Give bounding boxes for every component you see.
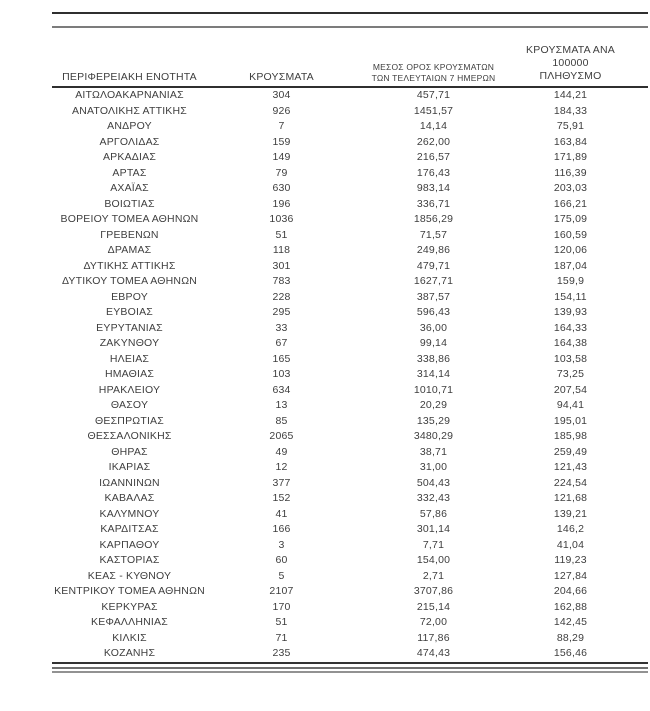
cell-per100k: 164,33 xyxy=(553,321,588,334)
cell-cases: 2065 xyxy=(269,430,294,442)
cell-cases: 103 xyxy=(272,368,291,380)
cell-cases: 67 xyxy=(275,337,288,349)
cell-per100k: 103,58 xyxy=(553,352,588,365)
cell-region: ΑΝΑΤΟΛΙΚΗΣ ΑΤΤΙΚΗΣ xyxy=(71,104,187,117)
cell-per100k: 164,38 xyxy=(553,337,588,349)
table-row xyxy=(52,414,648,430)
table-row xyxy=(52,88,648,104)
table-row xyxy=(52,476,648,492)
cell-cases: 5 xyxy=(278,569,285,582)
table-row xyxy=(52,553,648,569)
cell-cases: 165 xyxy=(272,352,291,365)
cell-per100k: 156,46 xyxy=(553,647,588,659)
table-row xyxy=(52,150,648,166)
cell-region: ΚΕΦΑΛΛΗΝΙΑΣ xyxy=(91,616,168,628)
cell-per100k: 187,04 xyxy=(553,259,588,272)
cell-avg7: 135,29 xyxy=(416,414,451,427)
column-header-per100k xyxy=(511,44,648,83)
column-header-avg7 xyxy=(356,62,511,83)
cell-avg7: 332,43 xyxy=(416,492,451,504)
cell-avg7: 31,00 xyxy=(419,461,448,473)
cell-per100k: 159,9 xyxy=(556,275,585,287)
table-row xyxy=(52,522,648,538)
table-row xyxy=(52,460,648,476)
cell-region: ΘΑΣΟΥ xyxy=(110,399,149,411)
cell-per100k: 88,29 xyxy=(556,631,585,644)
table-row xyxy=(52,615,648,631)
cell-region: ΑΡΤΑΣ xyxy=(112,166,147,179)
cell-cases: 2107 xyxy=(269,585,294,597)
cell-per100k: 203,03 xyxy=(553,182,588,194)
cell-avg7: 1010,71 xyxy=(413,383,454,396)
cell-avg7: 7,71 xyxy=(422,538,445,551)
cell-avg7: 314,14 xyxy=(416,368,451,380)
cell-cases: 49 xyxy=(275,445,288,458)
cell-avg7: 336,71 xyxy=(416,197,451,210)
cell-per100k: 94,41 xyxy=(556,399,585,411)
cell-cases: 7 xyxy=(278,120,285,132)
cell-region: ΓΡΕΒΕΝΩΝ xyxy=(100,228,159,241)
table-row xyxy=(52,336,648,352)
cell-per100k: 184,33 xyxy=(553,104,588,117)
cell-region: ΔΥΤΙΚΟΥ ΤΟΜΕΑ ΑΘΗΝΩΝ xyxy=(61,275,198,287)
table-row xyxy=(52,290,648,306)
cell-region: ΘΕΣΠΡΩΤΙΑΣ xyxy=(95,414,164,427)
cell-region: ΙΩΑΝΝΙΝΩΝ xyxy=(99,476,160,489)
cell-region: ΕΥΡΥΤΑΝΙΑΣ xyxy=(96,321,163,334)
cell-per100k: 195,01 xyxy=(553,414,588,427)
table-row xyxy=(52,119,648,135)
cell-cases: 152 xyxy=(272,492,291,504)
cell-avg7: 983,14 xyxy=(416,182,451,194)
cell-region: ΔΥΤΙΚΗΣ ΑΤΤΙΚΗΣ xyxy=(83,259,176,272)
cell-cases: 926 xyxy=(272,104,291,117)
cell-region: ΒΟΡΕΙΟΥ ΤΟΜΕΑ ΑΘΗΝΩΝ xyxy=(60,213,199,225)
column-header-region: ΠΕΡΙΦΕΡΕΙΑΚΗ ΕΝΟΤΗΤΑ xyxy=(62,71,197,83)
cell-avg7: 3707,86 xyxy=(413,585,454,597)
cell-cases: 1036 xyxy=(269,213,294,225)
cell-avg7: 3480,29 xyxy=(413,430,454,442)
cell-region: ΖΑΚΥΝΘΟΥ xyxy=(99,337,160,349)
cell-cases: 630 xyxy=(272,182,291,194)
cell-per100k: 204,66 xyxy=(553,585,588,597)
table-row xyxy=(52,631,648,647)
table-row xyxy=(52,228,648,244)
cell-per100k: 259,49 xyxy=(553,445,588,458)
table-row xyxy=(52,383,648,399)
cell-region: ΗΡΑΚΛΕΙΟΥ xyxy=(98,383,161,396)
cell-avg7: 72,00 xyxy=(419,616,448,628)
cell-per100k: 41,04 xyxy=(556,538,585,551)
cell-region: ΚΑΡΠΑΘΟΥ xyxy=(99,538,160,551)
table-row xyxy=(52,538,648,554)
table-row xyxy=(52,274,648,290)
cell-region: ΑΡΚΑΔΙΑΣ xyxy=(102,151,157,163)
cell-avg7: 99,14 xyxy=(419,337,448,349)
cell-per100k: 139,93 xyxy=(553,306,588,318)
cell-avg7: 479,71 xyxy=(416,259,451,272)
cell-cases: 13 xyxy=(275,399,288,411)
cell-per100k: 142,45 xyxy=(553,616,588,628)
cell-cases: 85 xyxy=(275,414,288,427)
table-row xyxy=(52,569,648,585)
cell-per100k: 160,59 xyxy=(553,228,588,241)
table-row xyxy=(52,104,648,120)
cell-cases: 301 xyxy=(272,259,291,272)
cell-region: ΔΡΑΜΑΣ xyxy=(107,244,152,256)
divider-top-gray xyxy=(52,26,648,28)
table-row xyxy=(52,166,648,182)
cell-region: ΕΥΒΟΙΑΣ xyxy=(106,306,153,318)
cell-cases: 149 xyxy=(272,151,291,163)
cell-cases: 60 xyxy=(275,554,288,566)
cell-per100k: 119,23 xyxy=(554,554,587,566)
cell-avg7: 154,00 xyxy=(416,554,451,566)
cell-region: ΘΕΣΣΑΛΟΝΙΚΗΣ xyxy=(87,430,172,442)
cell-per100k: 154,11 xyxy=(554,290,587,303)
table-row xyxy=(52,646,648,662)
column-header-per100k-line2: ΠΛΗΘΥΣΜΟ xyxy=(539,70,602,82)
cell-region: ΑΡΓΟΛΙΔΑΣ xyxy=(99,135,160,148)
cell-region: ΕΒΡΟΥ xyxy=(111,290,148,303)
cell-cases: 118 xyxy=(272,244,291,256)
cell-per100k: 144,21 xyxy=(553,89,588,101)
column-header-cases: ΚΡΟΥΣΜΑΤΑ xyxy=(249,71,314,83)
cell-region: ΑΧΑΪΑΣ xyxy=(110,182,149,194)
table-row xyxy=(52,584,648,600)
cell-region: ΚΑΛΥΜΝΟΥ xyxy=(99,507,160,520)
column-header-per100k-line1: ΚΡΟΥΣΜΑΤΑ ΑΝΑ 100000 xyxy=(526,44,615,69)
cell-cases: 12 xyxy=(275,461,288,473)
cell-per100k: 185,98 xyxy=(553,430,588,442)
table-row xyxy=(52,305,648,321)
cell-per100k: 121,43 xyxy=(553,461,588,473)
cell-region: ΗΛΕΙΑΣ xyxy=(109,352,150,365)
table-row xyxy=(52,367,648,383)
cell-cases: 196 xyxy=(272,197,291,210)
divider-bottom-double xyxy=(52,667,648,673)
cell-avg7: 249,86 xyxy=(416,244,451,256)
cell-region: ΒΟΙΩΤΙΑΣ xyxy=(104,197,155,210)
cell-avg7: 2,71 xyxy=(422,569,445,582)
cell-region: ΑΝΔΡΟΥ xyxy=(107,120,152,132)
cell-per100k: 166,21 xyxy=(553,197,588,210)
table-row xyxy=(52,212,648,228)
cell-cases: 41 xyxy=(275,507,288,520)
cell-avg7: 262,00 xyxy=(416,135,451,148)
table-row xyxy=(52,135,648,151)
cell-avg7: 301,14 xyxy=(416,523,451,535)
cell-cases: 3 xyxy=(278,538,285,551)
cell-cases: 228 xyxy=(272,290,291,303)
table-row xyxy=(52,507,648,523)
cell-per100k: 73,25 xyxy=(556,368,585,380)
cell-avg7: 36,00 xyxy=(419,321,448,334)
cell-per100k: 75,91 xyxy=(556,120,585,132)
cell-avg7: 1856,29 xyxy=(413,213,454,225)
cell-cases: 170 xyxy=(272,600,291,613)
cell-region: ΚΕΑΣ - ΚΥΘΝΟΥ xyxy=(87,569,172,582)
cell-cases: 235 xyxy=(272,647,291,659)
cell-avg7: 57,86 xyxy=(419,507,448,520)
table-row xyxy=(52,197,648,213)
cell-cases: 295 xyxy=(272,306,291,318)
cell-cases: 783 xyxy=(272,275,291,287)
table-body xyxy=(52,88,648,664)
cell-cases: 33 xyxy=(275,321,288,334)
cell-avg7: 338,86 xyxy=(416,352,451,365)
cell-region: ΚΑΒΑΛΑΣ xyxy=(104,492,155,504)
cell-cases: 79 xyxy=(275,166,288,179)
cell-region: ΚΟΖΑΝΗΣ xyxy=(103,647,156,659)
cell-region: ΑΙΤΩΛΟΑΚΑΡΝΑΝΙΑΣ xyxy=(75,89,184,101)
cell-avg7: 71,57 xyxy=(419,228,448,241)
divider-top-dark xyxy=(52,12,648,14)
cell-region: ΚΙΛΚΙΣ xyxy=(112,631,147,644)
cell-per100k: 127,84 xyxy=(553,569,588,582)
table-row xyxy=(52,445,648,461)
cell-avg7: 38,71 xyxy=(419,445,448,458)
cell-per100k: 224,54 xyxy=(553,476,588,489)
regional-cases-table xyxy=(52,44,648,664)
cell-cases: 304 xyxy=(272,89,291,101)
cell-avg7: 1627,71 xyxy=(413,275,454,287)
cell-cases: 377 xyxy=(272,476,291,489)
cell-per100k: 162,88 xyxy=(553,600,588,613)
cell-avg7: 474,43 xyxy=(416,647,451,659)
cell-region: ΘΗΡΑΣ xyxy=(111,445,148,458)
column-header-avg7-line1: ΜΕΣΟΣ ΟΡΟΣ ΚΡΟΥΣΜΑΤΩΝ xyxy=(372,62,495,72)
cell-region: ΙΚΑΡΙΑΣ xyxy=(108,461,151,473)
table-header-row xyxy=(52,44,648,88)
cell-per100k: 207,54 xyxy=(553,383,588,396)
cell-per100k: 116,39 xyxy=(554,166,587,179)
cell-avg7: 457,71 xyxy=(416,89,451,101)
cell-region: ΗΜΑΘΙΑΣ xyxy=(104,368,155,380)
cell-avg7: 387,57 xyxy=(416,290,451,303)
cell-per100k: 163,84 xyxy=(553,135,588,148)
cell-cases: 634 xyxy=(272,383,291,396)
table-row xyxy=(52,181,648,197)
cell-avg7: 176,43 xyxy=(416,166,451,179)
cell-region: ΚΑΡΔΙΤΣΑΣ xyxy=(100,523,159,535)
cell-per100k: 121,68 xyxy=(553,492,588,504)
table-row xyxy=(52,600,648,616)
cell-region: ΚΕΡΚΥΡΑΣ xyxy=(101,600,158,613)
column-header-avg7-line2: ΤΩΝ ΤΕΛΕΥΤΑΙΩΝ 7 ΗΜΕΡΩΝ xyxy=(371,72,496,83)
table-row xyxy=(52,398,648,414)
cell-per100k: 146,2 xyxy=(556,523,585,535)
cell-region: ΚΕΝΤΡΙΚΟΥ ΤΟΜΕΑ ΑΘΗΝΩΝ xyxy=(54,585,205,597)
cell-per100k: 120,06 xyxy=(553,244,588,256)
cell-cases: 71 xyxy=(275,631,288,644)
cell-cases: 166 xyxy=(272,523,291,535)
cell-avg7: 117,86 xyxy=(417,631,450,644)
cell-avg7: 596,43 xyxy=(416,306,451,318)
table-row xyxy=(52,259,648,275)
cell-avg7: 504,43 xyxy=(416,476,451,489)
table-row xyxy=(52,429,648,445)
cell-cases: 159 xyxy=(272,135,291,148)
cell-cases: 51 xyxy=(275,228,288,241)
cell-cases: 51 xyxy=(275,616,288,628)
cell-region: ΚΑΣΤΟΡΙΑΣ xyxy=(99,554,160,566)
table-row xyxy=(52,321,648,337)
cell-per100k: 175,09 xyxy=(553,213,588,225)
cell-avg7: 20,29 xyxy=(419,399,448,411)
cell-avg7: 215,14 xyxy=(416,600,451,613)
cell-per100k: 139,21 xyxy=(553,507,588,520)
cell-avg7: 216,57 xyxy=(416,151,451,163)
cell-per100k: 171,89 xyxy=(553,151,588,163)
cell-avg7: 1451,57 xyxy=(413,104,454,117)
cell-avg7: 14,14 xyxy=(419,120,448,132)
table-row xyxy=(52,352,648,368)
table-row xyxy=(52,243,648,259)
table-row xyxy=(52,491,648,507)
